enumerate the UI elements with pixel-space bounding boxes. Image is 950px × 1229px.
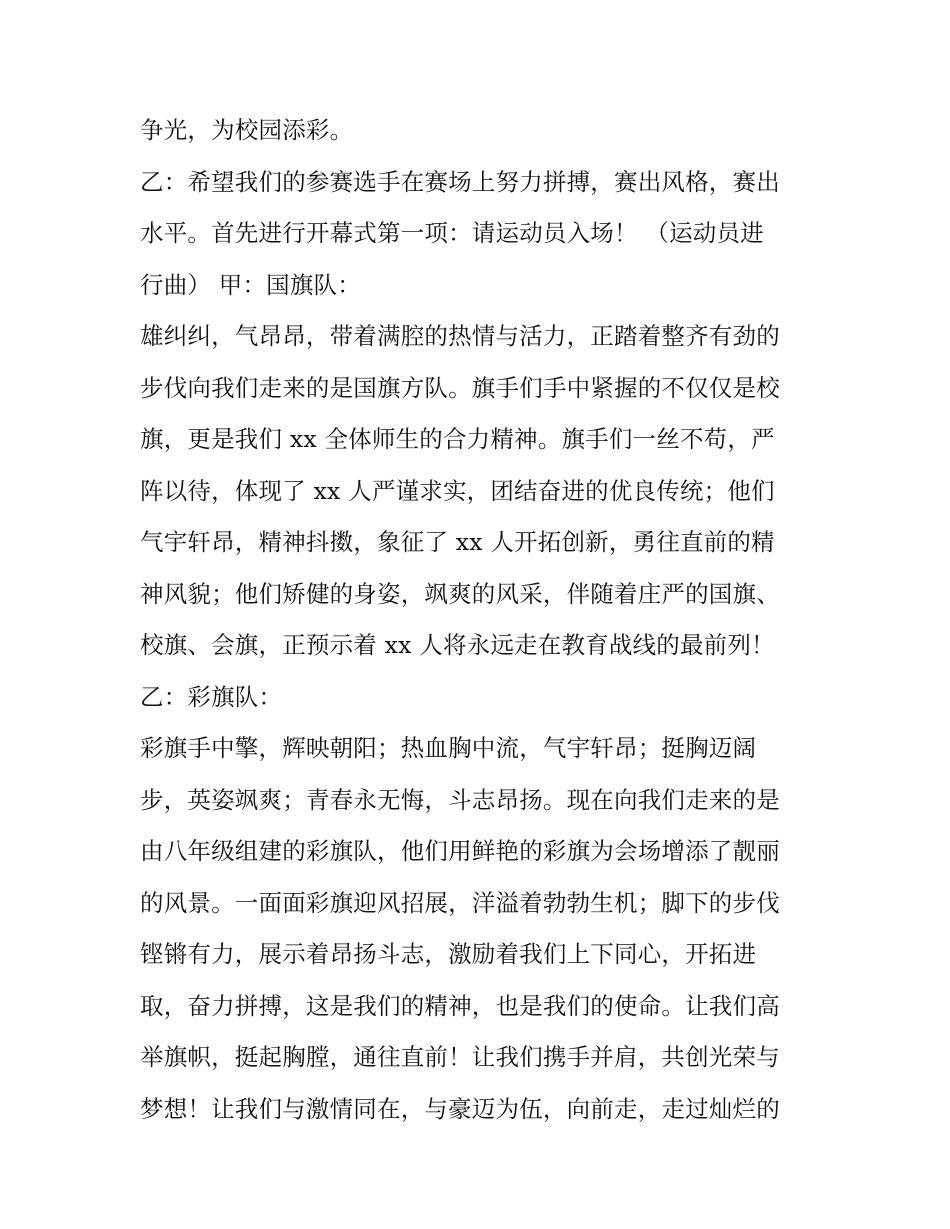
text-line: 校旗、会旗，正预示着 xx 人将永远走在教育战线的最前列！	[140, 631, 775, 659]
text-line: 雄纠纠，气昂昂，带着满腔的热情与活力，正踏着整齐有劲的	[140, 322, 780, 350]
text-line: 乙：彩旗队：	[140, 682, 283, 711]
text-line: 行曲） 甲：国旗队：	[140, 270, 361, 299]
text-line: 由八年级组建的彩旗队，他们用鲜艳的彩旗为会场增添了靓丽	[140, 837, 780, 865]
text-line: 旗，更是我们 xx 全体师生的合力精神。旗手们一丝不苟，严	[140, 425, 775, 453]
text-line: 神风貌；他们矫健的身姿，飒爽的风采，伴随着庄严的国旗、	[140, 579, 780, 608]
text-line: 铿锵有力，展示着昂扬斗志，激励着我们上下同心，开拓进	[140, 940, 757, 968]
text-line: 取，奋力拼搏，这是我们的精神，也是我们的使命。让我们高	[140, 991, 780, 1020]
text-line: 阵以待，体现了 xx 人严谨求实，团结奋进的优良传统；他们	[140, 476, 775, 505]
text-line: 梦想！让我们与激情同在，与豪迈为伍，向前走，走过灿烂的	[140, 1094, 780, 1123]
text-line: 彩旗手中擎，辉映朝阳；热血胸中流，气宇轩昂；挺胸迈阔	[140, 734, 757, 762]
text-line: 气宇轩昂，精神抖擞，象征了 xx 人开拓创新，勇往直前的精	[140, 528, 775, 556]
text-line: 步，英姿飒爽；青春永无悔，斗志昂扬。现在向我们走来的是	[140, 785, 780, 814]
text-line: 乙：希望我们的参赛选手在赛场上努力拼搏，赛出风格，赛出	[140, 167, 780, 196]
document-body	[140, 105, 815, 1135]
text-line: 步伐向我们走来的是国旗方队。旗手们手中紧握的不仅仅是校	[140, 373, 780, 402]
text-line: 争光，为校园添彩。	[140, 116, 354, 144]
text-line: 举旗帜，挺起胸膛，通往直前！让我们携手并肩，共创光荣与	[140, 1043, 780, 1071]
text-line: 水平。首先进行开幕式第一项：请运动员入场！ （运动员进	[140, 219, 764, 247]
text-line: 的风景。一面面彩旗迎风招展，洋溢着勃勃生机；脚下的步伐	[140, 888, 780, 917]
